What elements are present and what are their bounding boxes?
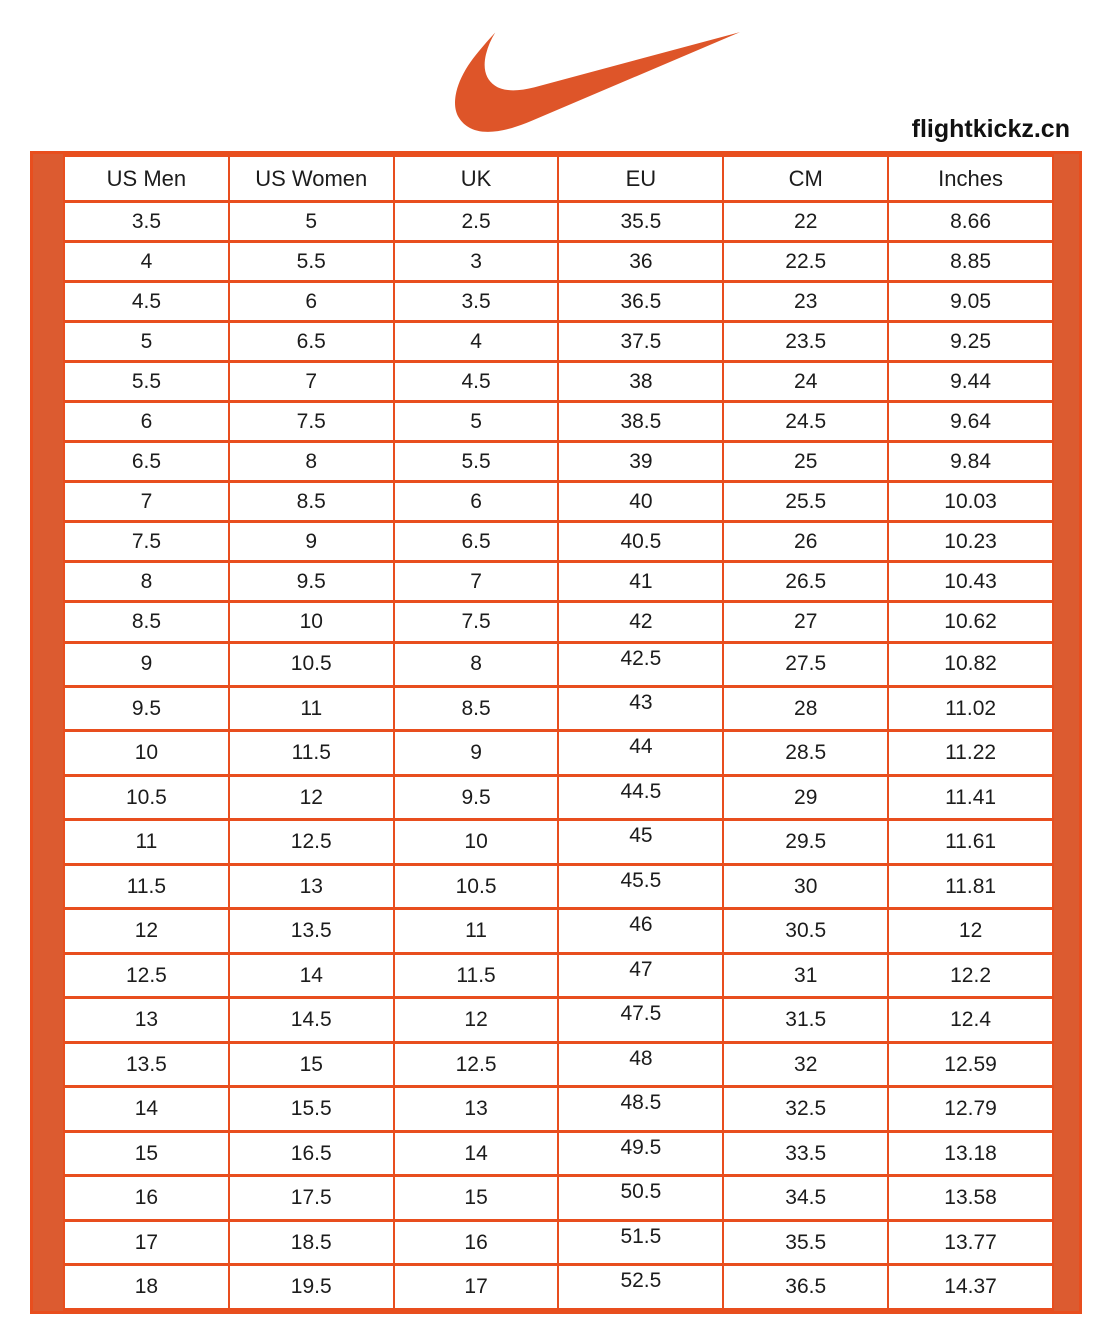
table-body	[64, 202, 1053, 1310]
site-name: flightkickz.cn	[911, 115, 1070, 143]
table-cell: 12.59	[888, 1042, 1053, 1086]
column-header-us-women: US Women	[229, 156, 394, 202]
table-cell: 10.43	[888, 562, 1053, 602]
table-cell: 25.5	[723, 482, 888, 522]
table-cell: 8.5	[64, 602, 229, 642]
table-cell: 9.5	[64, 687, 229, 731]
table-cell: 47.5	[558, 998, 723, 1042]
table-cell: 18	[64, 1265, 229, 1310]
table-cell: 28.5	[723, 731, 888, 775]
table-cell: 48.5	[558, 1087, 723, 1131]
table-cell: 8.5	[394, 687, 559, 731]
table-row	[64, 820, 1053, 864]
table-cell: 14.5	[229, 998, 394, 1042]
table-cell: 44.5	[558, 775, 723, 819]
table-cell: 11.5	[64, 864, 229, 908]
table-cell: 5	[394, 402, 559, 442]
table-cell: 7.5	[64, 522, 229, 562]
table-cell: 36.5	[558, 282, 723, 322]
table-cell: 39	[558, 442, 723, 482]
table-cell: 10	[394, 820, 559, 864]
table-cell: 45.5	[558, 864, 723, 908]
table-cell: 19.5	[229, 1265, 394, 1310]
table-row	[64, 1220, 1053, 1264]
table-cell: 9	[394, 731, 559, 775]
table-cell: 45	[558, 820, 723, 864]
table-cell: 42.5	[558, 642, 723, 686]
table-cell: 35.5	[558, 202, 723, 242]
table-cell: 27	[723, 602, 888, 642]
table-cell: 32	[723, 1042, 888, 1086]
table-cell: 8.66	[888, 202, 1053, 242]
table-cell: 8.85	[888, 242, 1053, 282]
table-cell: 15	[229, 1042, 394, 1086]
table-cell: 25	[723, 442, 888, 482]
table-cell: 12.2	[888, 953, 1053, 997]
table-cell: 11	[394, 909, 559, 953]
table-cell: 13.58	[888, 1176, 1053, 1220]
table-cell: 7	[64, 482, 229, 522]
table-cell: 40	[558, 482, 723, 522]
table-cell: 9.5	[229, 562, 394, 602]
table-cell: 12	[64, 909, 229, 953]
table-row	[64, 1131, 1053, 1175]
table-cell: 30	[723, 864, 888, 908]
table-row	[64, 1042, 1053, 1086]
table-row	[64, 909, 1053, 953]
table-row	[64, 1176, 1053, 1220]
table-cell: 11	[64, 820, 229, 864]
column-header-us-men: US Men	[64, 156, 229, 202]
table-row	[64, 282, 1053, 322]
table-cell: 37.5	[558, 322, 723, 362]
table-cell: 38.5	[558, 402, 723, 442]
table-cell: 18.5	[229, 1220, 394, 1264]
table-cell: 12.5	[229, 820, 394, 864]
table-cell: 8	[394, 642, 559, 686]
table-cell: 46	[558, 909, 723, 953]
table-cell: 50.5	[558, 1176, 723, 1220]
table-cell: 16	[64, 1176, 229, 1220]
table-cell: 5.5	[229, 242, 394, 282]
table-cell: 22.5	[723, 242, 888, 282]
table-cell: 49.5	[558, 1131, 723, 1175]
table-cell: 11.41	[888, 775, 1053, 819]
table-cell: 3.5	[394, 282, 559, 322]
table-cell: 47	[558, 953, 723, 997]
table-cell: 10.62	[888, 602, 1053, 642]
table-cell: 14	[64, 1087, 229, 1131]
table-cell: 24.5	[723, 402, 888, 442]
table-row	[64, 522, 1053, 562]
table-cell: 29	[723, 775, 888, 819]
table-cell: 38	[558, 362, 723, 402]
table-cell: 9.25	[888, 322, 1053, 362]
table-cell: 12.79	[888, 1087, 1053, 1131]
table-row	[64, 562, 1053, 602]
table-cell: 8	[229, 442, 394, 482]
table-cell: 15.5	[229, 1087, 394, 1131]
table-cell: 12.5	[64, 953, 229, 997]
table-cell: 23.5	[723, 322, 888, 362]
table-row	[64, 1087, 1053, 1131]
table-cell: 7.5	[394, 602, 559, 642]
table-cell: 17.5	[229, 1176, 394, 1220]
table-cell: 9.5	[394, 775, 559, 819]
table-cell: 2.5	[394, 202, 559, 242]
table-cell: 13	[64, 998, 229, 1042]
table-cell: 22	[723, 202, 888, 242]
table-cell: 4.5	[394, 362, 559, 402]
table-cell: 13.5	[229, 909, 394, 953]
table-cell: 16	[394, 1220, 559, 1264]
table-row	[64, 242, 1053, 282]
table-cell: 5.5	[394, 442, 559, 482]
table-cell: 8.5	[229, 482, 394, 522]
table-cell: 7	[394, 562, 559, 602]
table-cell: 3	[394, 242, 559, 282]
size-conversion-chart	[30, 151, 1082, 1314]
table-cell: 13	[229, 864, 394, 908]
table-cell: 41	[558, 562, 723, 602]
table-cell: 14.37	[888, 1265, 1053, 1310]
table-cell: 7.5	[229, 402, 394, 442]
table-cell: 12	[888, 909, 1053, 953]
table-row	[64, 953, 1053, 997]
table-row	[64, 442, 1053, 482]
table-cell: 7	[229, 362, 394, 402]
table-cell: 32.5	[723, 1087, 888, 1131]
table-cell: 5.5	[64, 362, 229, 402]
table-cell: 12.5	[394, 1042, 559, 1086]
table-row	[64, 362, 1053, 402]
table-cell: 27.5	[723, 642, 888, 686]
table-cell: 14	[394, 1131, 559, 1175]
table-cell: 9.44	[888, 362, 1053, 402]
table-cell: 51.5	[558, 1220, 723, 1264]
table-cell: 42	[558, 602, 723, 642]
table-cell: 6.5	[394, 522, 559, 562]
table-cell: 17	[64, 1220, 229, 1264]
size-conversion-table	[63, 154, 1054, 1311]
table-cell: 31	[723, 953, 888, 997]
table-row	[64, 482, 1053, 522]
right-accent-bar	[1054, 154, 1079, 1311]
table-cell: 11.81	[888, 864, 1053, 908]
header-row	[64, 156, 1053, 202]
table-cell: 11.22	[888, 731, 1053, 775]
table-cell: 10	[229, 602, 394, 642]
table-cell: 10	[64, 731, 229, 775]
table-row	[64, 402, 1053, 442]
table-cell: 11.5	[229, 731, 394, 775]
table-cell: 5	[64, 322, 229, 362]
table-cell: 35.5	[723, 1220, 888, 1264]
table-cell: 44	[558, 731, 723, 775]
table-cell: 13.18	[888, 1131, 1053, 1175]
table-cell: 3.5	[64, 202, 229, 242]
table-row	[64, 864, 1053, 908]
table-cell: 36.5	[723, 1265, 888, 1310]
table-cell: 5	[229, 202, 394, 242]
table-cell: 10.5	[64, 775, 229, 819]
table-cell: 8	[64, 562, 229, 602]
table-cell: 9	[229, 522, 394, 562]
table-cell: 13.77	[888, 1220, 1053, 1264]
table-head	[64, 156, 1053, 202]
table-cell: 29.5	[723, 820, 888, 864]
table-cell: 11	[229, 687, 394, 731]
table-cell: 17	[394, 1265, 559, 1310]
table-cell: 13	[394, 1087, 559, 1131]
table-cell: 15	[64, 1131, 229, 1175]
table-cell: 15	[394, 1176, 559, 1220]
table-row	[64, 687, 1053, 731]
table-cell: 6	[229, 282, 394, 322]
table-cell: 6	[394, 482, 559, 522]
table-cell: 26.5	[723, 562, 888, 602]
column-header-cm: CM	[723, 156, 888, 202]
table-cell: 10.5	[229, 642, 394, 686]
column-header-inches: Inches	[888, 156, 1053, 202]
table-cell: 4.5	[64, 282, 229, 322]
table-cell: 10.23	[888, 522, 1053, 562]
table-cell: 43	[558, 687, 723, 731]
table-cell: 12	[229, 775, 394, 819]
table-cell: 10.82	[888, 642, 1053, 686]
table-cell: 11.5	[394, 953, 559, 997]
table-cell: 26	[723, 522, 888, 562]
table-cell: 10.5	[394, 864, 559, 908]
table-cell: 48	[558, 1042, 723, 1086]
table-cell: 11.02	[888, 687, 1053, 731]
table-cell: 12.4	[888, 998, 1053, 1042]
table-cell: 36	[558, 242, 723, 282]
table-row	[64, 642, 1053, 686]
table-cell: 40.5	[558, 522, 723, 562]
table-cell: 10.03	[888, 482, 1053, 522]
table-cell: 4	[64, 242, 229, 282]
table-cell: 13.5	[64, 1042, 229, 1086]
nike-swoosh-icon	[455, 25, 740, 139]
column-header-eu: EU	[558, 156, 723, 202]
table-cell: 16.5	[229, 1131, 394, 1175]
table-cell: 9.64	[888, 402, 1053, 442]
table-row	[64, 998, 1053, 1042]
table-cell: 9	[64, 642, 229, 686]
column-header-uk: UK	[394, 156, 559, 202]
table-cell: 34.5	[723, 1176, 888, 1220]
table-row	[64, 602, 1053, 642]
table-cell: 31.5	[723, 998, 888, 1042]
table-cell: 28	[723, 687, 888, 731]
table-cell: 24	[723, 362, 888, 402]
table-cell: 12	[394, 998, 559, 1042]
left-accent-bar	[33, 154, 63, 1311]
table-cell: 6.5	[64, 442, 229, 482]
table-row	[64, 1265, 1053, 1310]
table-cell: 9.05	[888, 282, 1053, 322]
table-cell: 14	[229, 953, 394, 997]
table-cell: 23	[723, 282, 888, 322]
table-row	[64, 202, 1053, 242]
table-cell: 6	[64, 402, 229, 442]
table-row	[64, 731, 1053, 775]
table-cell: 6.5	[229, 322, 394, 362]
table-cell: 30.5	[723, 909, 888, 953]
table-cell: 11.61	[888, 820, 1053, 864]
table-cell: 52.5	[558, 1265, 723, 1310]
table-row	[64, 322, 1053, 362]
table-cell: 4	[394, 322, 559, 362]
table-cell: 9.84	[888, 442, 1053, 482]
table-row	[64, 775, 1053, 819]
table-cell: 33.5	[723, 1131, 888, 1175]
